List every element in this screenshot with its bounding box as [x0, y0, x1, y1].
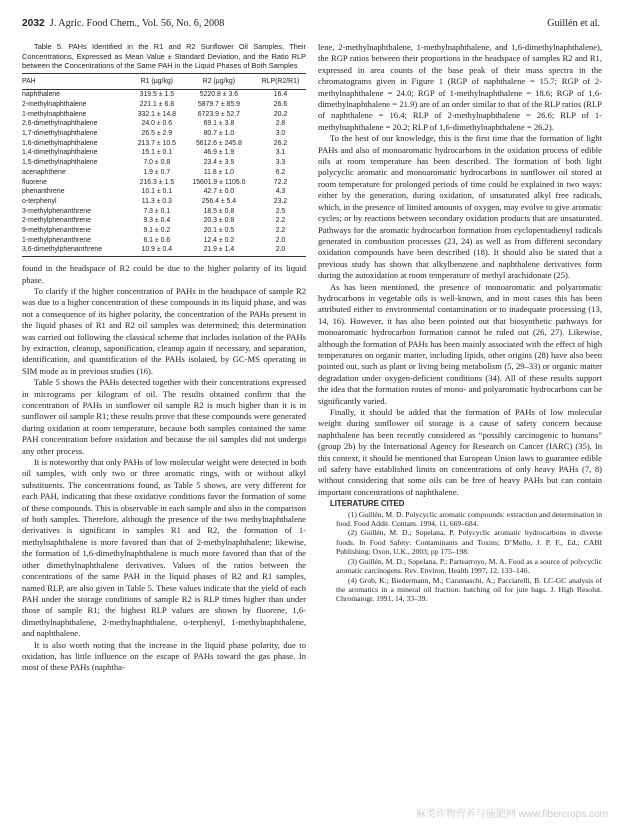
left-column [22, 42, 306, 674]
cell-pah: o-terphenyl [22, 197, 57, 205]
page-number: 2032 [22, 18, 45, 29]
cell-rlp: 4.3 [275, 188, 286, 196]
cell-rlp: 2.0 [275, 236, 286, 244]
cell-r2: 18.5 ± 0.8 [203, 207, 235, 215]
cell-rlp: 6.2 [275, 168, 286, 176]
left-paragraph: It is noteworthy that only PAHs of low molecular weight were detected in both oil samples, with only two or three aromatic rings, with or without alkyl substituents. The concentrations found, as Table 5 shows, are very different for each PAH, indicating that these oxidative conditions favor the formation of some of these compounds. This is observable in each sample and also in the comparison of both samples. Therefore, although the presence of the two methylnaphthalene derivatives is significant in samples R1 and R2, the formation of 1-methylnaphthalene is more favored than that of 2-methylnaphthalene; likewise, the formation of 1,6-dimethylnaphthalene is much more favored than that of the other dimethylnaphthalene derivatives. Values of the ratios between the concentrations of the same PAH in the liquid phases of R2 and R1 samples, named RLP, are also given in Table 5. These values indicate that the yield of each PAH under the storage conditions of sample R2 is RLP times higher than under those of sample R1; the highest RLP values are shown by fluorene, 1,6-dimethylnaphthalene, 2-methylnaphthalene, o-terphenyl, 1-methylnaphthalene, and naphthalene. [22, 457, 306, 639]
cell-r2: 80.7 ± 1.0 [203, 130, 235, 137]
cell-pah: acenaphthene [22, 168, 66, 176]
table5-row [22, 168, 306, 178]
cell-rlp: 2.5 [275, 207, 286, 215]
cell-pah: 1,7-dimethylnaphthalene [22, 130, 98, 137]
left-paragraph: To clarify if the higher concentration of PAHs in the headspace of sample R2 was due to a higher concentration of these compounds in its liquid phase, and was not a consequence of its higher polarity, the concentration of the PAHs present in the liquid phases of R1 and R2 oil samples was determined; this determination was carried out following the classical scheme that includes isolation of the PAHs by extraction, cleanup, saponification, cleanup again if necessary, and separation, identification, and quantification of the PAHs isolated, by GC-MS operating in SIM mode as in previous studies (16). [22, 285, 306, 376]
cell-r2: 12.4 ± 0.2 [203, 236, 235, 244]
cell-pah: 9-methylphenanthrene [22, 227, 91, 235]
table5-row [22, 119, 306, 129]
cell-r1: 7.3 ± 0.1 [143, 207, 171, 215]
reference-item: (3) Guillén, M. D.; Sopelana, P.; Partearroyo, M. A. Food as a source of polycyclic aromatic carcinogens. Rev. Environ. Health 1997, 12, 133–146. [336, 556, 602, 576]
table5-caption: Table 5. PAHs Identified in the R1 and R2 Sunflower Oil Samples, Their Concentrations, Expressed as Mean Value ± Standard Deviation, and the Ratio RLP between the Concentrations of the Same PAH in the Liquid Phases of Both Samples [22, 42, 306, 71]
cell-r1: 7.0 ± 0.8 [143, 159, 171, 167]
right-paragraph: Finally, it should be added that the formation of PAHs of low molecular weight during sunflower oil storage is a cause of safety concern because naphthalene has been recently considered as “possibly carcinogenic to humans” (group 2b) by the International Agency for Research on Cancer (IARC) (35). In this context, it should be mentioned that European Union laws to guarantee edible oil safety have established limits on concentrations of only heavy PAHs (7, 8) without considering that some oils can be free of heavy PAHs but can contain important concentrations of naphthalene. [318, 407, 602, 497]
journal-citation: J. Agric. Food Chem., Vol. 56, No. 6, 2008 [49, 18, 225, 29]
table5-row [22, 187, 306, 197]
cell-pah: 1,5-dimethylnaphthalene [22, 159, 98, 167]
table5-row [22, 129, 306, 139]
cell-rlp: 3.3 [275, 159, 286, 167]
cell-pah: 1,4-dimethylnaphthalene [22, 149, 98, 157]
left-paragraph: It is also worth noting that the increase in the liquid phase polarity, due to oxidation, has little influence on the escape of PAHs toward the gas phase. In most of these PAHs (naphtha- [22, 639, 306, 673]
cell-rlp: 26.6 [273, 100, 288, 108]
table5-row [22, 139, 306, 149]
cell-pah: 2-methylnaphthalene [22, 100, 87, 108]
col-header-rlp: RLP(R2/R1) [255, 73, 306, 89]
cell-r2: 23.4 ± 3.5 [203, 159, 235, 167]
cell-r2: 5220.8 ± 3.6 [199, 91, 239, 99]
col-header-r1: R1 (μg/kg) [131, 73, 183, 89]
cell-pah: 2-methylphenanthrene [22, 217, 91, 225]
right-paragraph: To the best of our knowledge, this is the first time that the formation of light PAHs and also of monoaromatic hydrocarbons in the oxidation process of edible oils at room temperature has been described. The formation of both light polycyclic aromatic and monoaromatic hydrocarbons in sunflower oil stored at room temperature for prolonged periods of time could be explained in two ways: either by the generation, during oxidation, of unsaturated alkyl free radicals, which, in the presence of limited amounts of oxygen, may evolve to give aromatic cycles; or by reactions between secondary oxidation products that are unsaturated. Pathways for the aromatic hydrocarbon formation from cyclopentadienyl radicals generated in combustion processes (23, 24) as well as from different secondary oxidation compounds have been described (18). It should also be stated that a previous study has shown that alkylbenzene and naphthalene derivatives form during the autoxidation at room temperature of methyl arachidonate (25). [318, 133, 602, 281]
cell-rlp: 2.0 [255, 245, 306, 256]
left-paragraph: Table 5 shows the PAHs detected together with their concentrations expressed in micrograms per kilogram of oil. The results obtained confirm that the concentration of PAHs in sunflower oil sample R2 is much higher than it is in sunflower oil sample R1; these results prove that these compounds were generated during oxidation at room temperature, because both samples contained the same PAH concentration before oxidation and because the oil samples did not undergo any other process. [22, 377, 306, 456]
cell-r1: 213.7 ± 10.5 [137, 139, 176, 147]
cell-r2: 5879.7 ± 85.9 [197, 100, 240, 108]
cell-r2: 20.3 ± 0.8 [203, 217, 235, 225]
cell-r1: 26.5 ± 2.9 [141, 130, 173, 137]
table5-row [22, 216, 306, 226]
cell-r2: 11.8 ± 1.0 [203, 168, 234, 176]
table5-row [22, 178, 306, 188]
table5-header-row [22, 73, 306, 89]
cell-r1: 6.1 ± 0.6 [143, 236, 171, 244]
cell-rlp: 2.2 [275, 217, 286, 225]
table5-row [22, 245, 306, 256]
cell-pah: 1-methylnaphthalene [22, 110, 87, 118]
cell-pah: phenanthrene [22, 188, 65, 196]
right-paragraph: As has been mentioned, the presence of monoaromatic and polyaromatic hydrocarbons in vegetable oils is well-known, and in most cases this has been attributed either to environmental contamination or to inadequate processing (13, 14, 16). However, it has also been pointed out that biosynthetic pathways for monoaromatic hydrocarbon formation cannot be ruled out (26, 27). Likewise, although the formation of PAHs has been mainly associated with the effect of high temperatures on organic matter, including lipids, other origins (28) have also been pointed out, such as plant or living being metabolism (5, 29–33) or organic matter degradation under oxygen-deficient conditions (34). All of these results support the idea that the formation routes of mono- and polyaromatic hydrocarbons can be significantly varied. [318, 281, 602, 406]
cell-r1: 332.1 ± 14.8 [137, 110, 176, 118]
reference-item: (4) Grob, K.; Biedermann, M.; Caramaschi, A.; Pacciarelli, B. LC-GC analysis of the aromatics in a mineral oil fraction: batching oil for jute bags. J. High Resolut. Chromatogr. 1991, 14, 33–39. [336, 575, 602, 604]
cell-r1: 15.1 ± 0.1 [141, 149, 173, 157]
cell-r2: 42.7 ± 0.0 [203, 188, 235, 196]
table5-row [22, 100, 306, 110]
cell-rlp: 2.2 [275, 227, 286, 235]
cell-rlp: 2.8 [275, 120, 286, 128]
cell-rlp: 3.0 [275, 130, 286, 137]
cell-rlp: 3.1 [275, 149, 286, 157]
cell-r1: 24.0 ± 0.6 [141, 120, 173, 128]
cell-pah: naphthalene [22, 91, 60, 99]
cell-pah: 1,6-dimethylnaphthalene [22, 139, 98, 147]
table5-row [22, 110, 306, 120]
cell-pah: 3,6-dimethylphenanthrene [22, 245, 131, 256]
literature-title: LITERATURE CITED [330, 499, 405, 509]
cell-r1: 11.3 ± 0.3 [141, 197, 172, 205]
page-header-left [22, 18, 224, 29]
right-column [318, 42, 602, 604]
cell-r2: 46.9 ± 1.9 [203, 149, 235, 157]
cell-r1: 1.9 ± 0.7 [143, 168, 171, 176]
table5-row [22, 207, 306, 217]
table5-row [22, 158, 306, 168]
reference-item: (2) Guillén, M. D.; Sopelana, P. Polycyclic aromatic hydrocarbons in diverse foods. In Food Safety: Contaminants and Toxins; D’Mello, J. P. F., Ed.; CABI Publishing: Oxon, U.K., 2003; pp 175–198. [336, 528, 602, 557]
cell-rlp: 23.2 [273, 197, 288, 205]
table5-body [22, 90, 306, 257]
cell-rlp: 20.2 [273, 110, 288, 118]
cell-rlp: 16.4 [273, 91, 288, 99]
cell-r1: 9.3 ± 0.4 [143, 217, 171, 225]
cell-r2: 256.4 ± 5.4 [201, 197, 237, 205]
cell-pah: 1-methylphenanthrene [22, 236, 91, 244]
col-header-pah: PAH [22, 73, 131, 89]
cell-r2: 20.1 ± 0.5 [203, 227, 235, 235]
running-header [22, 18, 600, 32]
cell-r1: 9.1 ± 0.2 [143, 227, 171, 235]
cell-pah: fluorene [22, 178, 47, 186]
watermark: 麻类作物营养与施肥网 www.fibercrops.com [415, 809, 608, 820]
right-paragraph: lene, 2-methylnaphthalene, 1-methylnaphthalene, and 1,6-dimethylnaphthalene), the RGP ratios between their proportions in the headspace of samples R2 and R1, expressed in area counts of the base peak of their mass spectra in the chromatograms given in Figure 1 (RGP of naphthalene = 15.7; RGP of 2-methylnaphthalene = 24.0; RGP of 1-methylnaphthalene = 18.6; RGP of 1,6-dimethylnaphthalene = 21.9) are of an order similar to that of the RLP ratios (RLP of naphthalene = 16.4; RLP of 2-methylnaphthalene = 26.6; RLP of 1-methylnaphthalene = 20.2; RLP of 1,6-dimethylnaphthalene = 26.2). [318, 42, 602, 132]
cell-r1: 10.1 ± 0.1 [141, 188, 173, 196]
table5-row [22, 90, 306, 100]
reference-item: (1) Guillén, M. D. Polycyclic aromatic compounds: extraction and determination in food. Food Addit. Contam. 1994, 11, 669–684. [336, 509, 602, 529]
header-authors: Guillén et al. [547, 18, 600, 29]
cell-r1: 221.1 ± 6.8 [139, 100, 175, 108]
cell-pah: 2,6-dimethylnaphthalene [22, 120, 98, 128]
left-paragraph: found in the headspace of R2 could be due to the higher polarity of its liquid phase. [22, 263, 306, 285]
cell-pah: 3-methylphenanthrene [22, 207, 91, 215]
cell-r2: 5612.6 ± 245.8 [195, 139, 242, 147]
table5 [22, 73, 306, 257]
table5-row [22, 236, 306, 246]
cell-r1: 10.9 ± 0.4 [131, 245, 183, 256]
cell-r1: 319.5 ± 1.5 [139, 91, 175, 99]
table5-row [22, 226, 306, 236]
cell-r2: 21.9 ± 1.4 [183, 245, 255, 256]
table5-row [22, 148, 306, 158]
cell-rlp: 26.2 [273, 139, 288, 147]
col-header-r2: R2 (μg/kg) [183, 73, 255, 89]
cell-r2: 69.1 ± 3.8 [203, 120, 235, 128]
cell-r2: 6723.9 ± 52.7 [197, 110, 240, 118]
cell-r1: 216.3 ± 1.5 [139, 178, 175, 186]
cell-rlp: 72.2 [273, 178, 288, 186]
table5-row [22, 197, 306, 207]
cell-r2: 15601.9 ± 1105.0 [192, 178, 246, 186]
